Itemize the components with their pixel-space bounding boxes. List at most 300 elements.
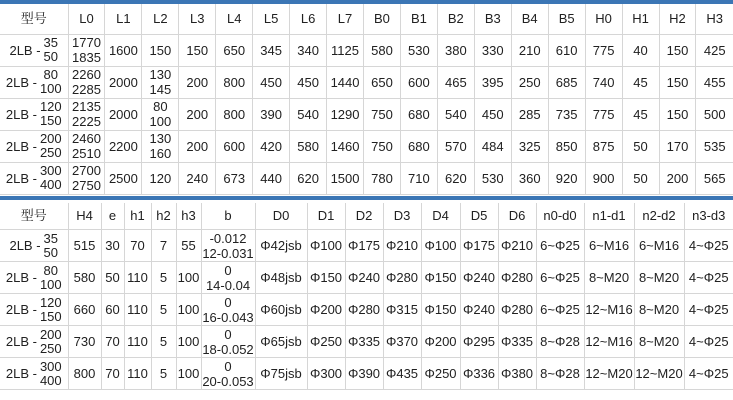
cell	[383, 262, 421, 294]
column-header: L2	[142, 4, 179, 34]
cell-value: 330	[481, 42, 504, 58]
cell	[460, 326, 498, 358]
cell-value: 110	[127, 302, 148, 317]
cell-value: 4~Φ25	[688, 238, 729, 253]
cell	[364, 98, 401, 130]
cell	[68, 130, 105, 162]
model-size-top: 120	[39, 294, 62, 310]
cell	[659, 162, 696, 194]
cell-value: 0	[224, 262, 232, 278]
cell-value: 775	[592, 42, 615, 58]
cell-value: 540	[297, 106, 319, 122]
cell	[536, 358, 584, 390]
cell	[634, 262, 684, 294]
cell-value: 750	[371, 106, 393, 122]
cell	[498, 358, 536, 390]
model-size-stack	[40, 264, 62, 292]
cell-value: 750	[371, 138, 393, 154]
cell	[474, 34, 511, 66]
cell	[584, 294, 634, 326]
cell	[460, 262, 498, 294]
cell	[437, 98, 474, 130]
cell-value: 850	[555, 138, 578, 154]
cell	[421, 326, 460, 358]
model-size-stack	[40, 360, 62, 388]
cell-value: 45	[633, 74, 648, 90]
cell-value: 565	[703, 170, 726, 186]
cell-value: 920	[555, 170, 578, 186]
cell	[498, 326, 536, 358]
cell	[105, 162, 142, 194]
cell	[548, 98, 585, 130]
cell-value: 60	[105, 302, 120, 317]
cell	[460, 358, 498, 390]
cell	[548, 162, 585, 194]
model-size-stack	[40, 68, 62, 96]
cell-value: 0	[224, 326, 232, 342]
cell-value: 345	[260, 42, 282, 58]
cell-value: 0	[224, 294, 232, 310]
cell	[253, 130, 290, 162]
cell	[290, 162, 327, 194]
cell	[68, 262, 101, 294]
cell	[253, 98, 290, 130]
cell	[124, 326, 151, 358]
column-header: D1	[307, 203, 345, 230]
cell-value: Φ150	[309, 270, 343, 285]
model-size-bottom: 400	[39, 177, 62, 192]
column-header: D3	[383, 203, 421, 230]
cell-value: 170	[666, 138, 689, 154]
cell-value: 800	[223, 106, 246, 122]
column-header: L1	[105, 4, 142, 34]
cell-value: 12~M20	[585, 366, 633, 381]
cell-value: 7	[159, 238, 168, 253]
cell	[584, 358, 634, 390]
model-size-stack	[40, 328, 62, 356]
cell-value: 2135	[72, 99, 101, 114]
cell-value: 450	[260, 74, 282, 90]
cell	[68, 162, 105, 194]
cell-value: 45	[633, 106, 648, 122]
cell-value: 70	[130, 238, 145, 253]
cell-value: 100	[149, 114, 172, 129]
cell-value: Φ65jsb	[260, 334, 302, 349]
model-column-header: 型号	[0, 203, 68, 230]
cell-value: 110	[127, 366, 148, 381]
cell	[400, 130, 437, 162]
cell	[696, 98, 733, 130]
cell-value: 55	[181, 238, 196, 253]
cell	[474, 66, 511, 98]
cell	[307, 326, 345, 358]
cell-value: 450	[297, 74, 319, 90]
cell-value: 450	[481, 106, 504, 122]
cell-value: 150	[666, 74, 689, 90]
cell-value: 1290	[330, 106, 360, 122]
model-size-stack	[40, 132, 62, 160]
model-prefix: 2LB -	[5, 170, 37, 186]
cell-value: 5	[159, 334, 168, 349]
cell-value: 6~M16	[638, 238, 680, 253]
column-header: H1	[622, 4, 659, 34]
model-cell	[0, 326, 68, 358]
cell-value: 130	[149, 67, 172, 82]
cell	[634, 358, 684, 390]
cell-value: 2200	[108, 138, 138, 154]
cell-value: 610	[555, 42, 578, 58]
cell-value: 340	[297, 42, 319, 58]
cell	[105, 130, 142, 162]
cell-value: 2750	[72, 178, 101, 193]
cell	[201, 358, 255, 390]
cell-value: 660	[73, 302, 96, 317]
table-row	[0, 294, 733, 326]
cell-value: 390	[260, 106, 282, 122]
cell	[290, 130, 327, 162]
cell-value: 780	[371, 170, 393, 186]
cell-value: 650	[223, 42, 246, 58]
model-column-header: 型号	[0, 4, 68, 34]
model-size-stack	[44, 232, 58, 260]
cell	[101, 326, 124, 358]
cell	[68, 326, 101, 358]
cell-value: 150	[666, 106, 689, 122]
cell	[659, 34, 696, 66]
cell	[345, 262, 383, 294]
cell	[151, 358, 176, 390]
cell	[327, 66, 364, 98]
cell	[498, 230, 536, 262]
cell	[142, 130, 179, 162]
model-size-top: 200	[39, 326, 62, 342]
table-row	[0, 34, 733, 66]
cell-value: 2500	[108, 170, 138, 186]
cell-value: 2000	[108, 74, 138, 90]
cell	[327, 130, 364, 162]
cell	[536, 326, 584, 358]
model-prefix: 2LB -	[5, 138, 37, 154]
cell	[151, 262, 176, 294]
cell-value: 50	[633, 138, 648, 154]
cell-value: 150	[186, 42, 209, 58]
cell	[696, 162, 733, 194]
table-row	[0, 162, 733, 194]
model-prefix: 2LB -	[5, 302, 37, 317]
model-size-top: 200	[39, 131, 62, 146]
cell-value: Φ336	[462, 366, 496, 381]
cell	[68, 98, 105, 130]
cell	[460, 294, 498, 326]
cell-value: Φ60jsb	[260, 302, 302, 317]
cell	[105, 98, 142, 130]
cell-value: 145	[149, 82, 172, 97]
cell-value: 600	[408, 74, 430, 90]
cell	[585, 66, 622, 98]
column-header: L0	[68, 4, 105, 34]
column-header: B5	[548, 4, 585, 34]
cell-value: Φ295	[462, 334, 496, 349]
column-header: B4	[511, 4, 548, 34]
column-header: L3	[179, 4, 216, 34]
cell-value: 360	[518, 170, 541, 186]
cell	[151, 230, 176, 262]
column-header: L4	[216, 4, 253, 34]
cell	[253, 66, 290, 98]
cell-value: Φ280	[500, 302, 534, 317]
cell	[216, 66, 253, 98]
cell	[498, 294, 536, 326]
cell-value: 285	[518, 106, 541, 122]
cell	[584, 262, 634, 294]
cell-value: 800	[223, 74, 246, 90]
cell-value: 1440	[330, 74, 360, 90]
cell-value: 70	[105, 334, 120, 349]
cell	[101, 294, 124, 326]
cell	[216, 130, 253, 162]
cell	[216, 162, 253, 194]
cell-value: Φ250	[309, 334, 343, 349]
column-header: h3	[176, 203, 201, 230]
cell	[307, 358, 345, 390]
cell	[696, 34, 733, 66]
cell	[383, 294, 421, 326]
cell	[584, 326, 634, 358]
model-prefix: 2LB -	[5, 270, 37, 285]
cell	[255, 230, 307, 262]
column-header: b	[201, 203, 255, 230]
cell-value: 380	[444, 42, 467, 58]
cell-value: 800	[73, 366, 96, 381]
cell	[437, 66, 474, 98]
cell-value: 6~M16	[588, 238, 630, 253]
cell-value: Φ75jsb	[260, 366, 302, 381]
cell-value: Φ240	[462, 270, 496, 285]
cell	[548, 66, 585, 98]
cell-value: 8~Φ28	[540, 334, 580, 349]
table-row	[0, 358, 733, 390]
model-size-bottom: 100	[39, 81, 62, 96]
model-size-bottom: 50	[43, 244, 59, 260]
cell-value: 200	[186, 106, 209, 122]
cell	[536, 262, 584, 294]
cell	[437, 162, 474, 194]
cell	[101, 230, 124, 262]
cell	[364, 34, 401, 66]
cell	[253, 162, 290, 194]
cell-value: 12~M16	[585, 302, 633, 317]
column-header: n2-d2	[634, 203, 684, 230]
cell-value: 465	[444, 74, 467, 90]
cell-value: 6~Φ25	[540, 302, 580, 317]
cell-value: 70	[105, 366, 120, 381]
cell-value: 8~M20	[638, 270, 680, 285]
cell	[68, 294, 101, 326]
cell-value: 420	[260, 138, 282, 154]
cell-value: 580	[297, 138, 319, 154]
cell-value: 515	[73, 238, 96, 253]
cell-value: 2460	[72, 131, 101, 146]
cell-value: 650	[371, 74, 393, 90]
column-header: H4	[68, 203, 101, 230]
cell-value: 16-0.043	[202, 309, 254, 325]
cell	[151, 326, 176, 358]
model-size-bottom: 150	[39, 308, 62, 324]
cell-value: 4~Φ25	[688, 270, 729, 285]
column-header: h2	[151, 203, 176, 230]
cell-value: 8~Φ28	[540, 366, 580, 381]
cell-value: Φ48jsb	[260, 270, 302, 285]
cell	[474, 98, 511, 130]
column-header: B2	[437, 4, 474, 34]
dimensions-table-2	[0, 203, 733, 391]
cell	[474, 162, 511, 194]
cell	[498, 262, 536, 294]
cell	[696, 130, 733, 162]
cell-value: Φ200	[424, 334, 457, 349]
cell	[622, 130, 659, 162]
cell-value: 100	[177, 366, 200, 381]
cell	[142, 162, 179, 194]
cell-value: 455	[703, 74, 726, 90]
cell-value: 200	[186, 138, 209, 154]
cell-value: Φ100	[309, 238, 343, 253]
model-size-bottom: 150	[39, 113, 62, 128]
cell-value: 2000	[108, 106, 138, 122]
model-size-bottom: 400	[39, 372, 62, 388]
cell	[179, 34, 216, 66]
cell-value: 12-0.031	[202, 245, 254, 261]
cell	[142, 66, 179, 98]
cell-value: 30	[105, 238, 120, 253]
cell-value: 530	[408, 42, 430, 58]
cell	[105, 34, 142, 66]
cell-value: 12~M20	[635, 366, 683, 381]
model-cell	[0, 34, 68, 66]
cell-value: 250	[518, 74, 541, 90]
column-header: B1	[400, 4, 437, 34]
column-header: D0	[255, 203, 307, 230]
cell	[684, 326, 733, 358]
column-header: n3-d3	[684, 203, 733, 230]
model-cell	[0, 162, 68, 194]
cell	[176, 262, 201, 294]
column-header: n1-d1	[584, 203, 634, 230]
cell	[327, 98, 364, 130]
cell	[142, 98, 179, 130]
cell	[179, 66, 216, 98]
cell	[536, 230, 584, 262]
cell	[622, 98, 659, 130]
model-prefix: 2LB -	[9, 42, 41, 58]
model-cell	[0, 230, 68, 262]
cell-value: 8~M20	[588, 270, 630, 285]
cell	[290, 98, 327, 130]
cell	[253, 34, 290, 66]
cell	[255, 262, 307, 294]
cell-value: 540	[444, 106, 467, 122]
cell	[400, 162, 437, 194]
cell	[622, 162, 659, 194]
cell-value: Φ210	[385, 238, 419, 253]
cell	[511, 34, 548, 66]
cell-value: 150	[149, 42, 172, 58]
cell	[68, 358, 101, 390]
cell	[634, 326, 684, 358]
cell	[68, 34, 105, 66]
cell	[548, 34, 585, 66]
cell-value: 4~Φ25	[688, 302, 729, 317]
cell-value: 20-0.053	[202, 373, 254, 389]
cell	[255, 294, 307, 326]
cell-value: 40	[633, 42, 648, 58]
cell-value: 0	[224, 358, 232, 374]
model-cell	[0, 262, 68, 294]
model-size-top: 120	[39, 99, 62, 114]
cell	[124, 262, 151, 294]
cell-value: 685	[555, 74, 578, 90]
cell	[255, 326, 307, 358]
cell-value: Φ200	[309, 302, 343, 317]
cell-value: 110	[127, 334, 148, 349]
cell-value: 6~Φ25	[540, 238, 580, 253]
cell	[364, 66, 401, 98]
cell	[511, 130, 548, 162]
cell	[696, 66, 733, 98]
cell-value: 50	[633, 170, 648, 186]
cell	[176, 326, 201, 358]
cell	[400, 98, 437, 130]
cell-value: 875	[592, 138, 615, 154]
model-size-bottom: 250	[39, 145, 62, 160]
table-row	[0, 98, 733, 130]
model-cell	[0, 294, 68, 326]
column-header: H0	[585, 4, 622, 34]
cell-value: 484	[481, 138, 504, 154]
table-row	[0, 230, 733, 262]
cell-value: 210	[518, 42, 541, 58]
cell-value: 440	[260, 170, 282, 186]
model-prefix: 2LB -	[5, 334, 37, 349]
cell-value: 535	[703, 138, 726, 154]
cell	[179, 162, 216, 194]
cell	[585, 130, 622, 162]
cell	[176, 230, 201, 262]
model-size-stack	[44, 36, 58, 64]
header-row	[0, 203, 733, 230]
table-row	[0, 262, 733, 294]
cell	[176, 358, 201, 390]
cell	[345, 358, 383, 390]
model-size-bottom: 50	[43, 49, 59, 64]
cell	[511, 66, 548, 98]
cell-value: 530	[481, 170, 504, 186]
cell	[421, 262, 460, 294]
column-header: B0	[364, 4, 401, 34]
cell	[684, 262, 733, 294]
cell-value: Φ100	[424, 238, 457, 253]
cell-value: Φ335	[347, 334, 381, 349]
cell-value: 100	[177, 334, 200, 349]
cell-value: 395	[481, 74, 504, 90]
model-size-top: 300	[39, 163, 62, 178]
cell	[383, 326, 421, 358]
cell	[511, 162, 548, 194]
cell	[421, 294, 460, 326]
cell	[101, 262, 124, 294]
cell	[364, 162, 401, 194]
cell	[201, 262, 255, 294]
